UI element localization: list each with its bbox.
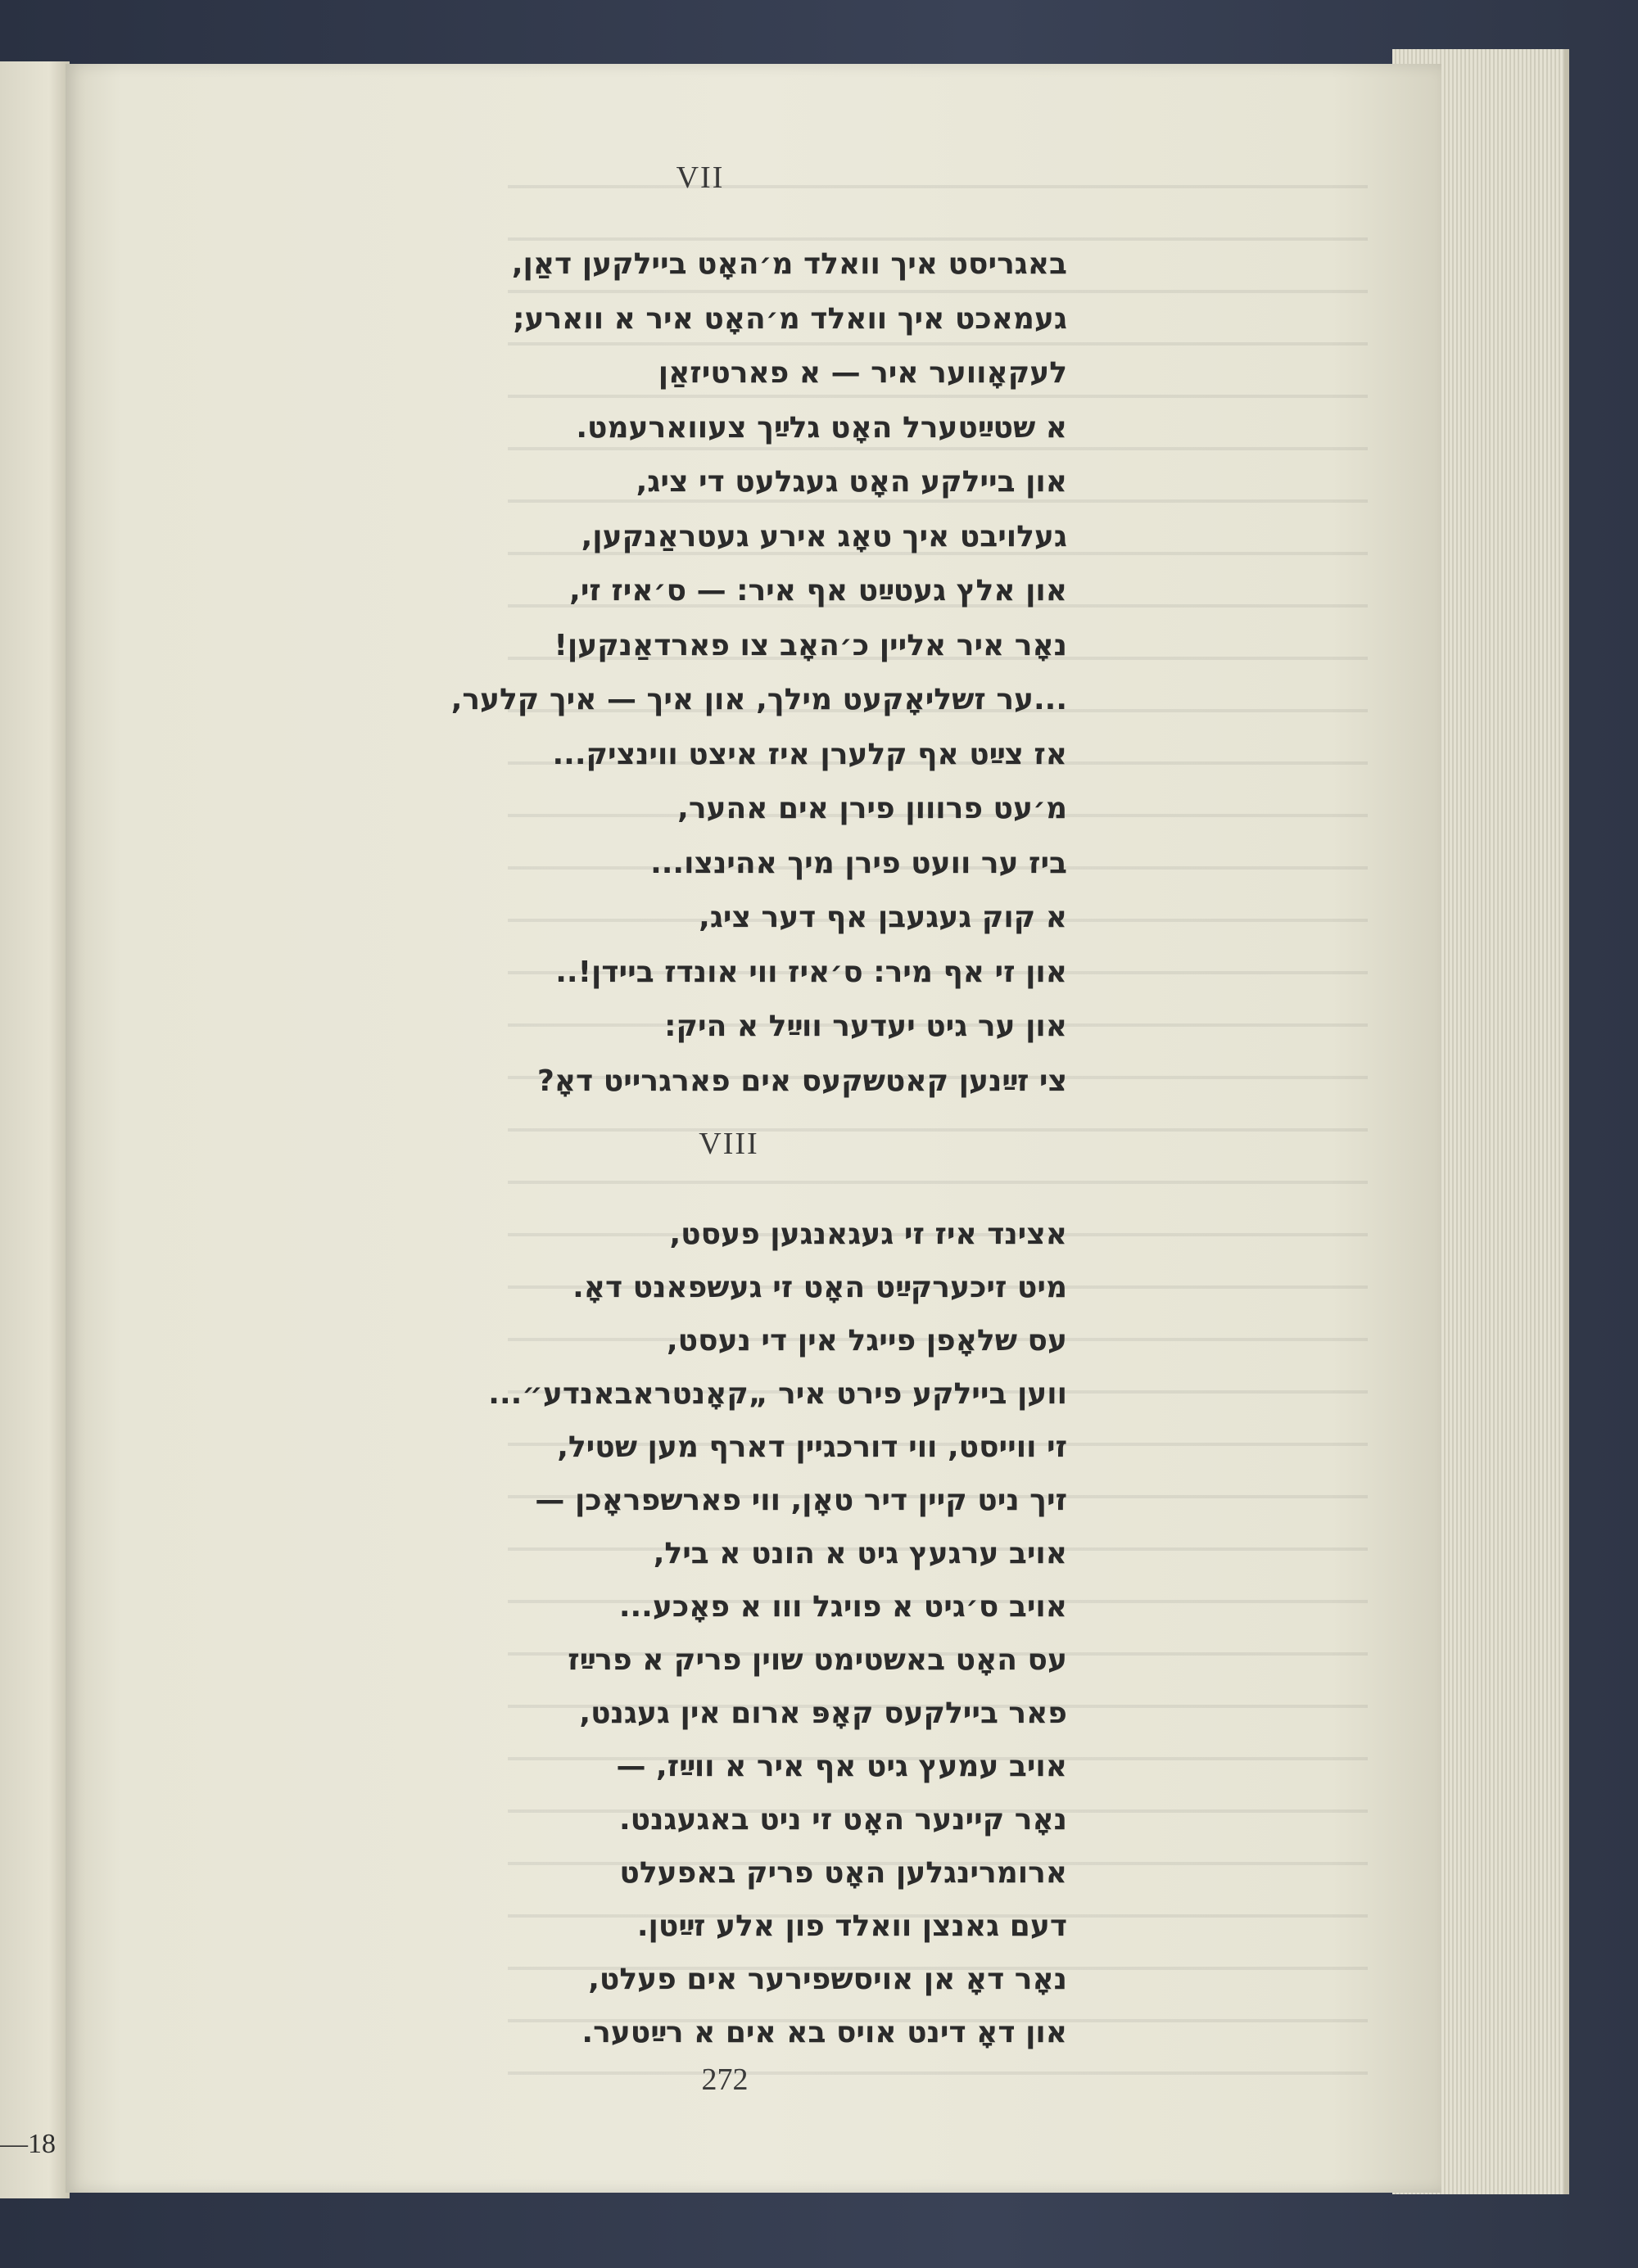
verse-line: א שטײַטערל האָט גלײַך צעווארעמט.: [576, 410, 1067, 445]
verse-line: געמאכט איך וואלד מ׳האָט איר א ווארע;: [513, 301, 1067, 336]
left-page-number: —18: [0, 2129, 56, 2159]
verse-line: אויב ערגעץ גיט א הונט א ביל,: [653, 1537, 1067, 1570]
verse-line: אויב עמעץ גיט אף איר א ווײַז, —: [616, 1750, 1067, 1783]
verse-line: עס שלאָפן פייגל אין די נעסט,: [667, 1324, 1067, 1358]
verse-line: צי זײַנען קאטשקעס אים פארגרייט דאָ?: [536, 1064, 1067, 1098]
verse-line: ...ער זשליאָקעט מילך, און איך — איך קלער,: [450, 683, 1067, 716]
verse-line: מ׳עט פרווון פירן אים אהער,: [677, 792, 1067, 825]
page-number: 272: [701, 2062, 749, 2097]
verse-line: פאר ביילקעס קאָפּ ארום אין געגנט,: [579, 1696, 1067, 1730]
verse-line: און אלץ געטײַט אף איר: — ס׳איז זי,: [569, 574, 1067, 608]
section-heading-viii: VIII: [699, 1127, 759, 1161]
verse-line: נאָר קיינער האָט זי ניט באגעגנט.: [618, 1803, 1067, 1837]
verse-line: לעקאָווער איר — א פארטיזאַן: [658, 356, 1067, 390]
verse-line: געלויבט איך טאָג אירע געטראַנקען,: [581, 519, 1067, 553]
verse-line: זי ווייסט, ווי דורכגיין דארף מען שטיל,: [557, 1430, 1067, 1464]
verse-line: א קוק געגעבן אף דער ציג,: [699, 901, 1067, 934]
verse-line: ווען ביילקע פירט איר „קאָנטראבאנדע״...: [488, 1377, 1067, 1411]
verse-line: און זי אף מיר: ס׳איז ווי אונדז ביידן!..: [555, 955, 1067, 989]
section-heading-vii: VII: [676, 160, 725, 195]
poem-section-viii: [346, 1208, 1067, 2059]
verse-line: נאָר דאָ אן אויסשפירער אים פעלט,: [588, 1963, 1067, 1996]
verse-line: און דאָ דינט אויס בא אים א רײַטער.: [581, 2016, 1067, 2049]
verse-line: און ביילקע האָט געגלעט די ציג,: [636, 465, 1067, 499]
verse-line: מיט זיכערקײַט האָט זי געשפאנט דאָ.: [572, 1271, 1067, 1304]
verse-line: דעם גאנצן וואלד פון אלע זײַטן.: [636, 1909, 1067, 1943]
verse-line: ביז ער וועט פירן מיך אהינצו...: [650, 846, 1067, 880]
verse-line: אצינד איז זי געגאנגען פעסט,: [669, 1218, 1067, 1251]
verse-line: באגריסט איך וואלד מ׳האָט ביילקען דאַן,: [511, 247, 1067, 281]
verse-line: נאָר איר אליין כ׳האָב צו פארדאַנקען!: [554, 628, 1067, 662]
verse-line: ארומרינגלען האָט פריק באפעלט: [619, 1856, 1067, 1890]
poem-section-vii: [346, 237, 1067, 1109]
verse-line: און ער גיט יעדער ווײַל א היק:: [664, 1010, 1067, 1043]
verse-line: אז צײַט אף קלערן איז איצט ווינציק...: [552, 737, 1067, 771]
verse-line: עס האָט באשטימט שוין פריק א פרײַז: [568, 1643, 1067, 1677]
verse-line: זיך ניט קיין דיר טאָן, ווי פארשפראָכן —: [535, 1484, 1067, 1517]
left-page-edge: [0, 61, 70, 2198]
verse-line: אויב ס׳גיט א פויגל ווו א פאָכע...: [618, 1590, 1067, 1624]
